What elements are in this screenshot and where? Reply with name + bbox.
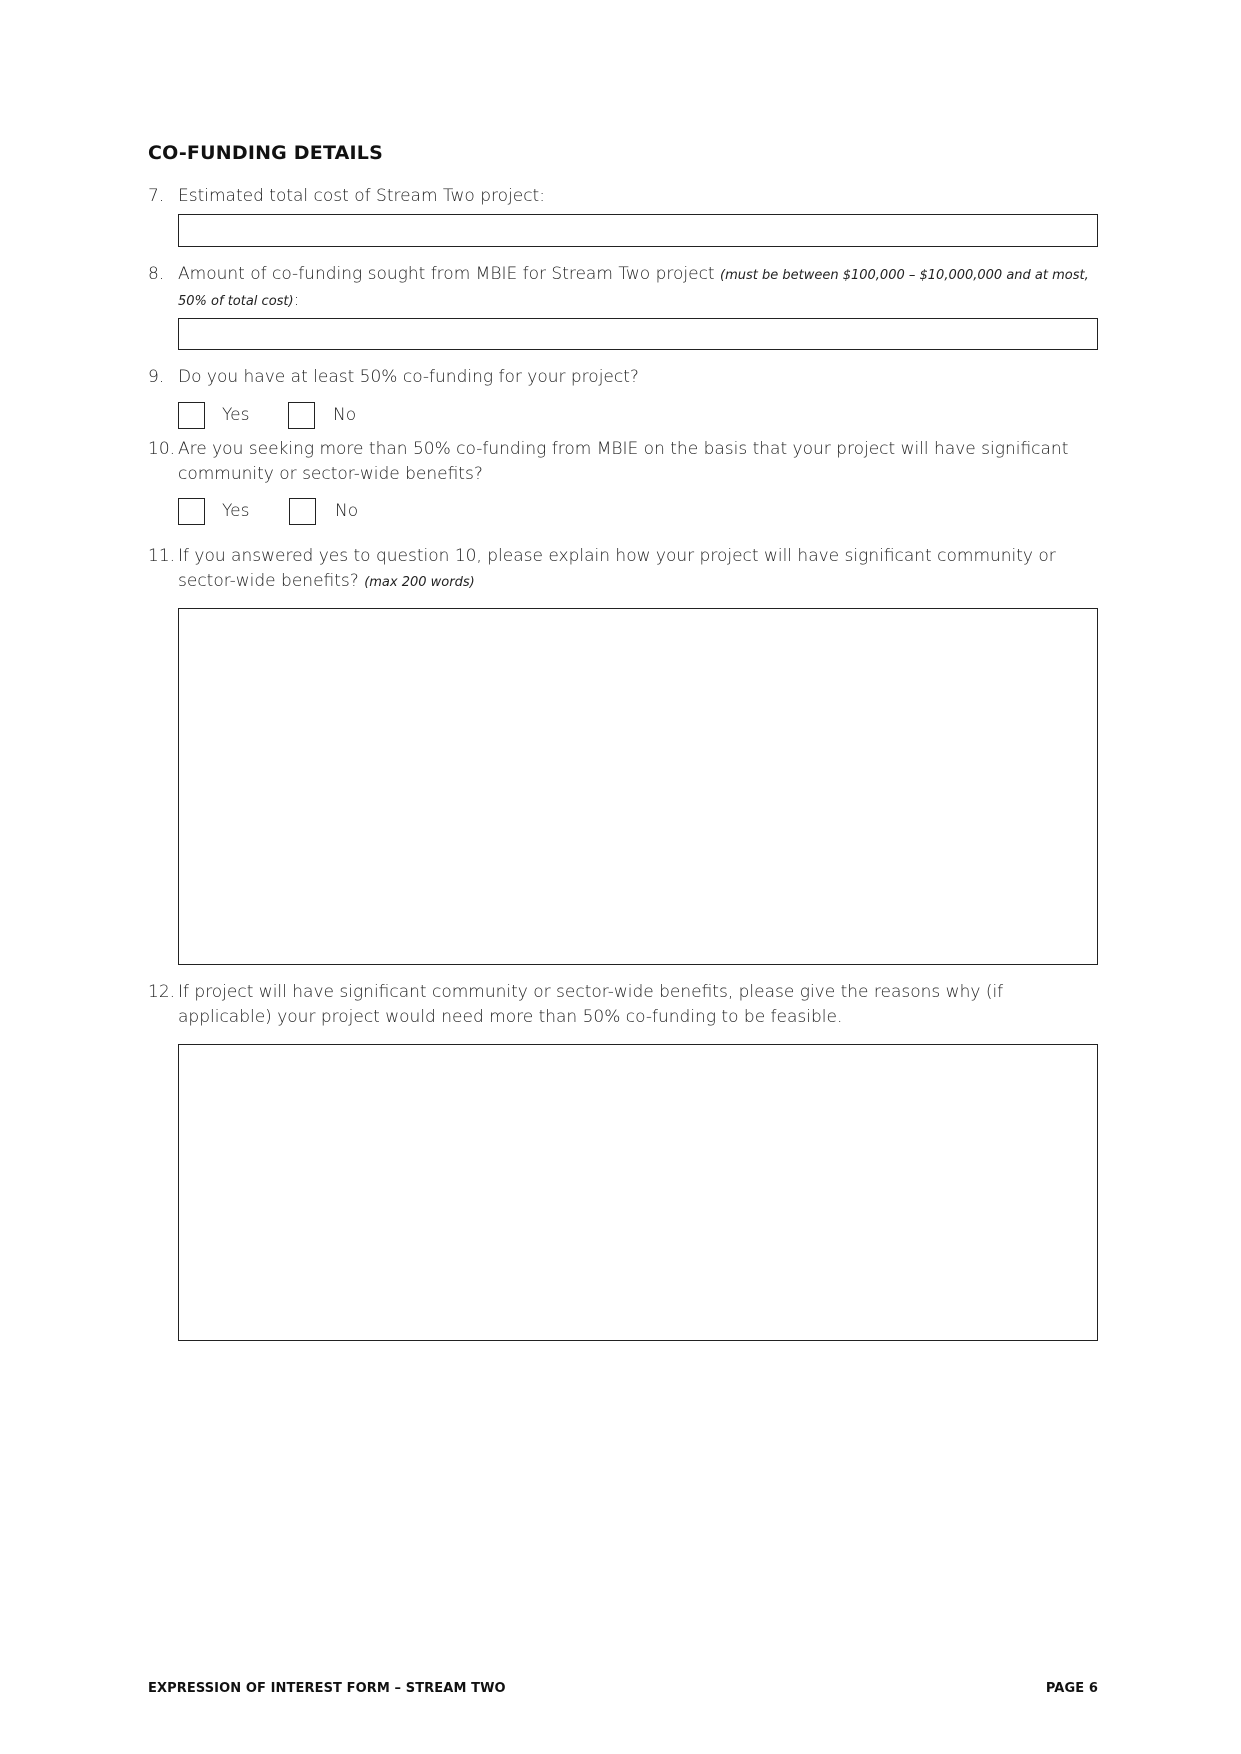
question-8-text	[178, 262, 1098, 314]
q9-yes-label: Yes	[222, 405, 250, 425]
question-11-note: (max 200 words)	[364, 575, 475, 590]
footer-form-title: EXPRESSION OF INTEREST FORM – STREAM TWO	[148, 1681, 506, 1696]
question-7-text: Estimated total cost of Stream Two project:	[178, 186, 545, 206]
footer-page-number: PAGE 6	[1045, 1681, 1098, 1696]
question-12-text: If project will have significant community or sector-wide benefits, please give the reasons why (if applicable) your project would need more than 50% co-funding to be feasible.	[178, 982, 1004, 1027]
q10-yes-checkbox[interactable]	[178, 498, 205, 525]
community-benefits-textarea[interactable]	[178, 608, 1098, 965]
cofunding-amount-input[interactable]	[178, 318, 1098, 350]
question-8-number: 8.	[148, 264, 165, 284]
question-8-tail: :	[293, 290, 300, 310]
section-title: CO-FUNDING DETAILS	[148, 142, 383, 164]
q9-no-checkbox[interactable]	[288, 402, 315, 429]
question-11-text	[178, 544, 1098, 595]
q10-no-label: No	[335, 501, 359, 521]
q10-no-checkbox[interactable]	[289, 498, 316, 525]
q9-yes-checkbox[interactable]	[178, 402, 205, 429]
cofunding-reasons-textarea[interactable]	[178, 1044, 1098, 1341]
question-12-number: 12.	[148, 982, 176, 1002]
question-8-note: (must be between $100,000 – $10,000,000 and at most, 50% of total cost)	[178, 268, 1089, 309]
question-11-number: 11.	[148, 546, 176, 566]
question-9-text: Do you have at least 50% co-funding for your project?	[178, 367, 639, 387]
question-7-number: 7.	[148, 186, 165, 206]
q9-no-label: No	[333, 405, 357, 425]
question-8-main: Amount of co-funding sought from MBIE for Stream Two project	[178, 264, 720, 284]
question-11-main: If you answered yes to question 10, please explain how your project will have significant community or sector-wide benefits?	[178, 546, 1056, 591]
question-10-number: 10.	[148, 439, 176, 459]
q10-yes-label: Yes	[222, 501, 250, 521]
question-9-number: 9.	[148, 367, 165, 387]
total-cost-input[interactable]	[178, 214, 1098, 247]
question-10-text: Are you seeking more than 50% co-funding from MBIE on the basis that your project will have significant community or sector-wide benefits?	[178, 439, 1069, 484]
